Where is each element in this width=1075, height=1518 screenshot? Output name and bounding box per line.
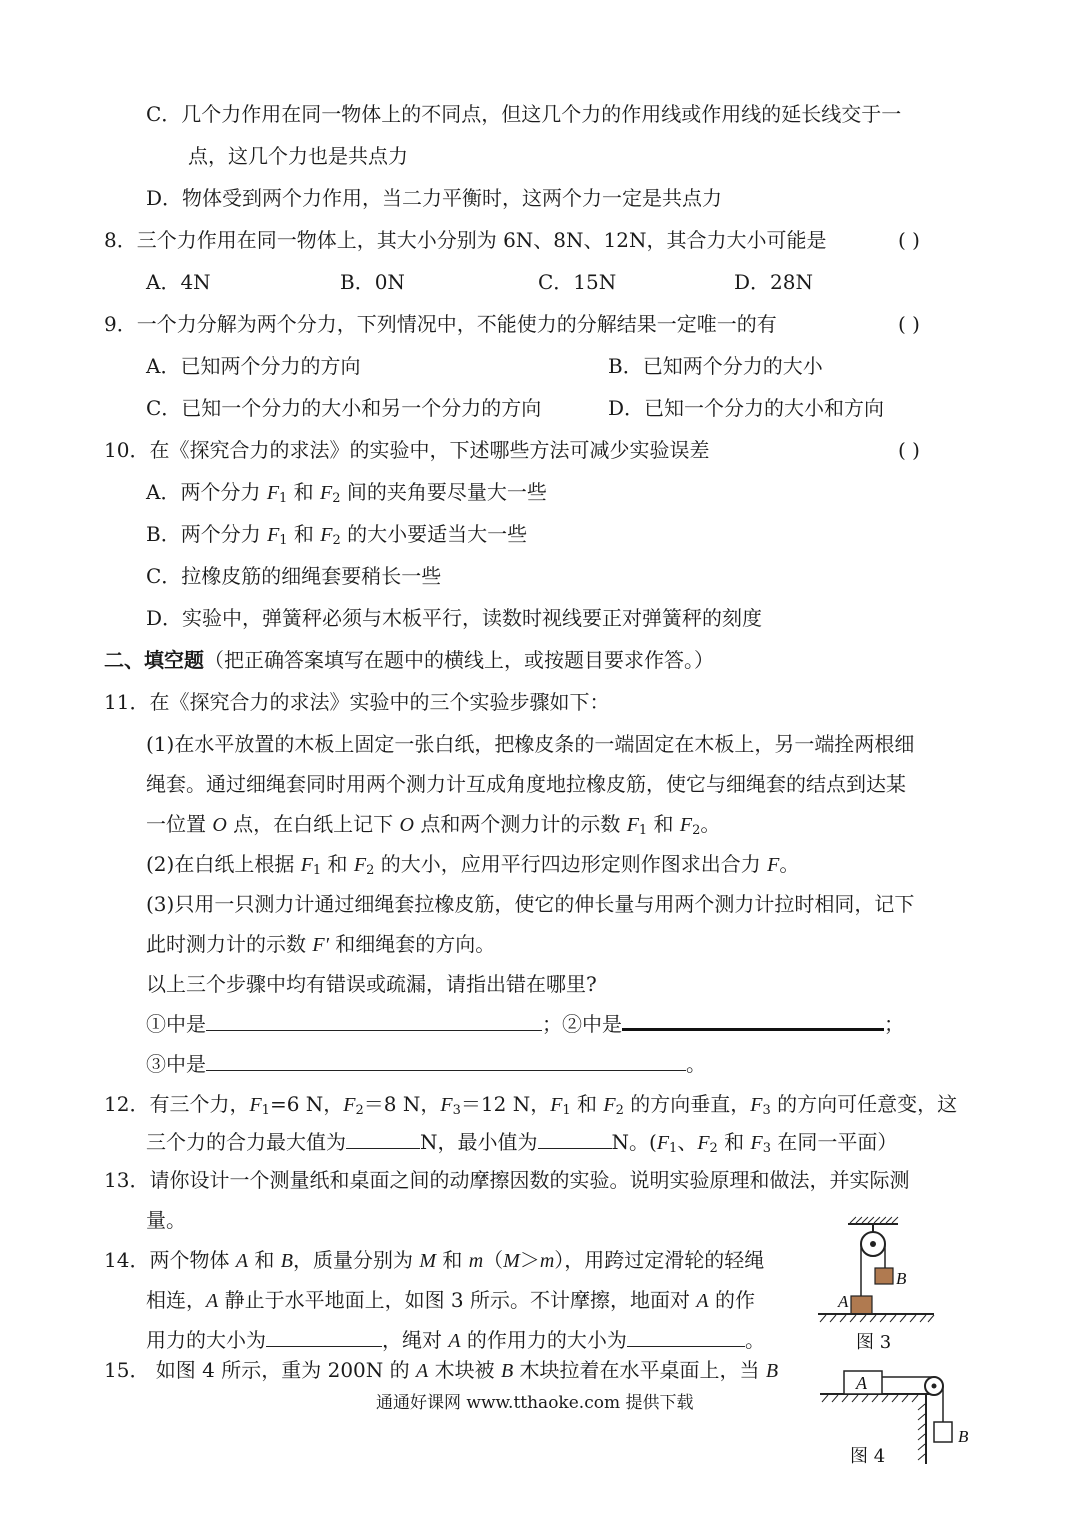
q9-answer-paren: ( ) — [898, 312, 920, 336]
q7-option-c-line2: 点，这几个力也是共点力 — [188, 144, 408, 168]
answer-blank-min[interactable] — [538, 1130, 612, 1149]
answer-blank-max[interactable] — [346, 1130, 420, 1149]
q10-option-c: C．拉橡皮筋的细绳套要稍长一些 — [146, 564, 442, 588]
fig3-caption: 图 3 — [856, 1332, 892, 1353]
q11-answer-row-3: ③中是 。 — [146, 1052, 706, 1076]
q13-line2: 量。 — [146, 1208, 186, 1232]
answer-blank-1[interactable] — [206, 1012, 542, 1031]
q11-step3-line1: (3)只用一只测力计通过细绳套拉橡皮筋，使它的伸长量与用两个测力计拉时相同，记下 — [146, 892, 915, 916]
q8-answer-paren: ( ) — [898, 228, 920, 252]
q14-line2: 相连，A 静止于水平地面上，如图 3 所示。不计摩擦，地面对 A 的作 — [146, 1288, 755, 1312]
q14-line1: 14．两个物体 A 和 B，质量分别为 M 和 m（M＞m），用跨过定滑轮的轻绳 — [104, 1248, 765, 1272]
answer-blank-2[interactable] — [622, 1010, 884, 1031]
section-title: 二、填空题 — [104, 648, 204, 672]
q11-answer-row-1-2: ①中是 ；②中是 ； — [146, 1012, 904, 1036]
q13-line1: 13．请你设计一个测量纸和桌面之间的动摩擦因数的实验。说明实验原理和做法，并实际测 — [104, 1168, 910, 1192]
q14-line3: 用力的大小为 ，绳对 A 的作用力的大小为 。 — [146, 1328, 765, 1352]
q9-option-b: B．已知两个分力的大小 — [608, 354, 823, 378]
q10-option-a: A．两个分力 $F_1$ 和 $F_2$ 间的夹角要尽量大一些 — [146, 480, 547, 506]
q15-line1: 15． 如图 4 所示，重为 200N 的 A 木块被 B 木块拉着在水平桌面上，当 B — [104, 1358, 779, 1382]
fig3-label-a: A — [838, 1292, 849, 1311]
q8-option-a: A．4N — [146, 270, 211, 294]
q11-step3-line2: 此时测力计的示数 F′ 和细绳套的方向。 — [146, 932, 496, 956]
q11-step2: (2)在白纸上根据 $F_1$ 和 $F_2$ 的大小，应用平行四边形定则作图求出合力 F。 — [146, 852, 800, 878]
fig4-label-b: B — [958, 1427, 969, 1446]
q8-option-d: D．28N — [734, 270, 813, 294]
q10-option-b: B．两个分力 $F_1$ 和 $F_2$ 的大小要适当大一些 — [146, 522, 528, 548]
q11-ask: 以上三个步骤中均有错误或疏漏，请指出错在哪里? — [146, 972, 597, 996]
q8-stem: 8．三个力作用在同一物体上，其大小分别为 6N、8N、12N，其合力大小可能是 — [104, 228, 827, 252]
q11-stem: 11．在《探究合力的求法》实验中的三个实验步骤如下： — [104, 690, 610, 714]
fig3-label-b: B — [896, 1269, 907, 1288]
answer-blank-3[interactable] — [206, 1052, 686, 1071]
figure-3 — [812, 1214, 942, 1364]
q12-line2: 三个力的合力最大值为 N，最小值为 N。($F_1$、$F_2$ 和 $F_3$ 在同一平面） — [146, 1130, 898, 1156]
answer-blank-ground-force[interactable] — [266, 1328, 382, 1347]
footer-source: 通通好课网 www.tthaoke.com 提供下载 — [376, 1393, 694, 1413]
q9-option-d: D．已知一个分力的大小和方向 — [608, 396, 885, 420]
q8-option-b: B．0N — [340, 270, 405, 294]
q11-step1-line2: 绳套。通过细绳套同时用两个测力计互成角度地拉橡皮筋，使它与细绳套的结点到达某 — [146, 772, 906, 796]
q9-stem: 9．一个力分解为两个分力，下列情况中，不能使力的分解结果一定唯一的有 — [104, 312, 777, 336]
q11-step1-line1: (1)在水平放置的木板上固定一张白纸，把橡皮条的一端固定在木板上，另一端拴两根细 — [146, 732, 915, 756]
q12-line1: 12．有三个力，$F_1=6$ N，$F_2=8$ N，$F_3=12$ N，$F_1$ 和 $F_2$ 的方向垂直，$F_3$ 的方向可任意变，这 — [104, 1092, 958, 1118]
q9-option-c: C．已知一个分力的大小和另一个分力的方向 — [146, 396, 542, 420]
q10-stem: 10．在《探究合力的求法》的实验中，下述哪些方法可减少实验误差 — [104, 438, 710, 462]
figure-4 — [812, 1364, 982, 1480]
q7-option-c-line1: C．几个力作用在同一物体上的不同点，但这几个力的作用线或作用线的延长线交于一 — [146, 102, 902, 126]
q10-answer-paren: ( ) — [898, 438, 920, 462]
section-note: （把正确答案填写在题中的横线上，或按题目要求作答。） — [204, 648, 714, 672]
q9-option-a: A．已知两个分力的方向 — [146, 354, 361, 378]
pulley-diagram — [812, 1214, 942, 1364]
q7-option-d: D．物体受到两个力作用，当二力平衡时，这两个力一定是共点力 — [146, 186, 723, 210]
section-heading — [104, 646, 714, 674]
q11-step1-line3: 一位置 O 点，在白纸上记下 O 点和两个测力计的示数 $F_1$ 和 $F_2$。 — [146, 812, 721, 838]
answer-blank-rope-force[interactable] — [627, 1328, 745, 1347]
q8-option-c: C．15N — [538, 270, 617, 294]
table-block-diagram — [812, 1364, 982, 1480]
fig4-label-a: A — [856, 1373, 867, 1393]
q10-option-d: D．实验中，弹簧秤必须与木板平行，读数时视线要正对弹簧秤的刻度 — [146, 606, 763, 630]
fig4-caption: 图 4 — [850, 1446, 886, 1467]
